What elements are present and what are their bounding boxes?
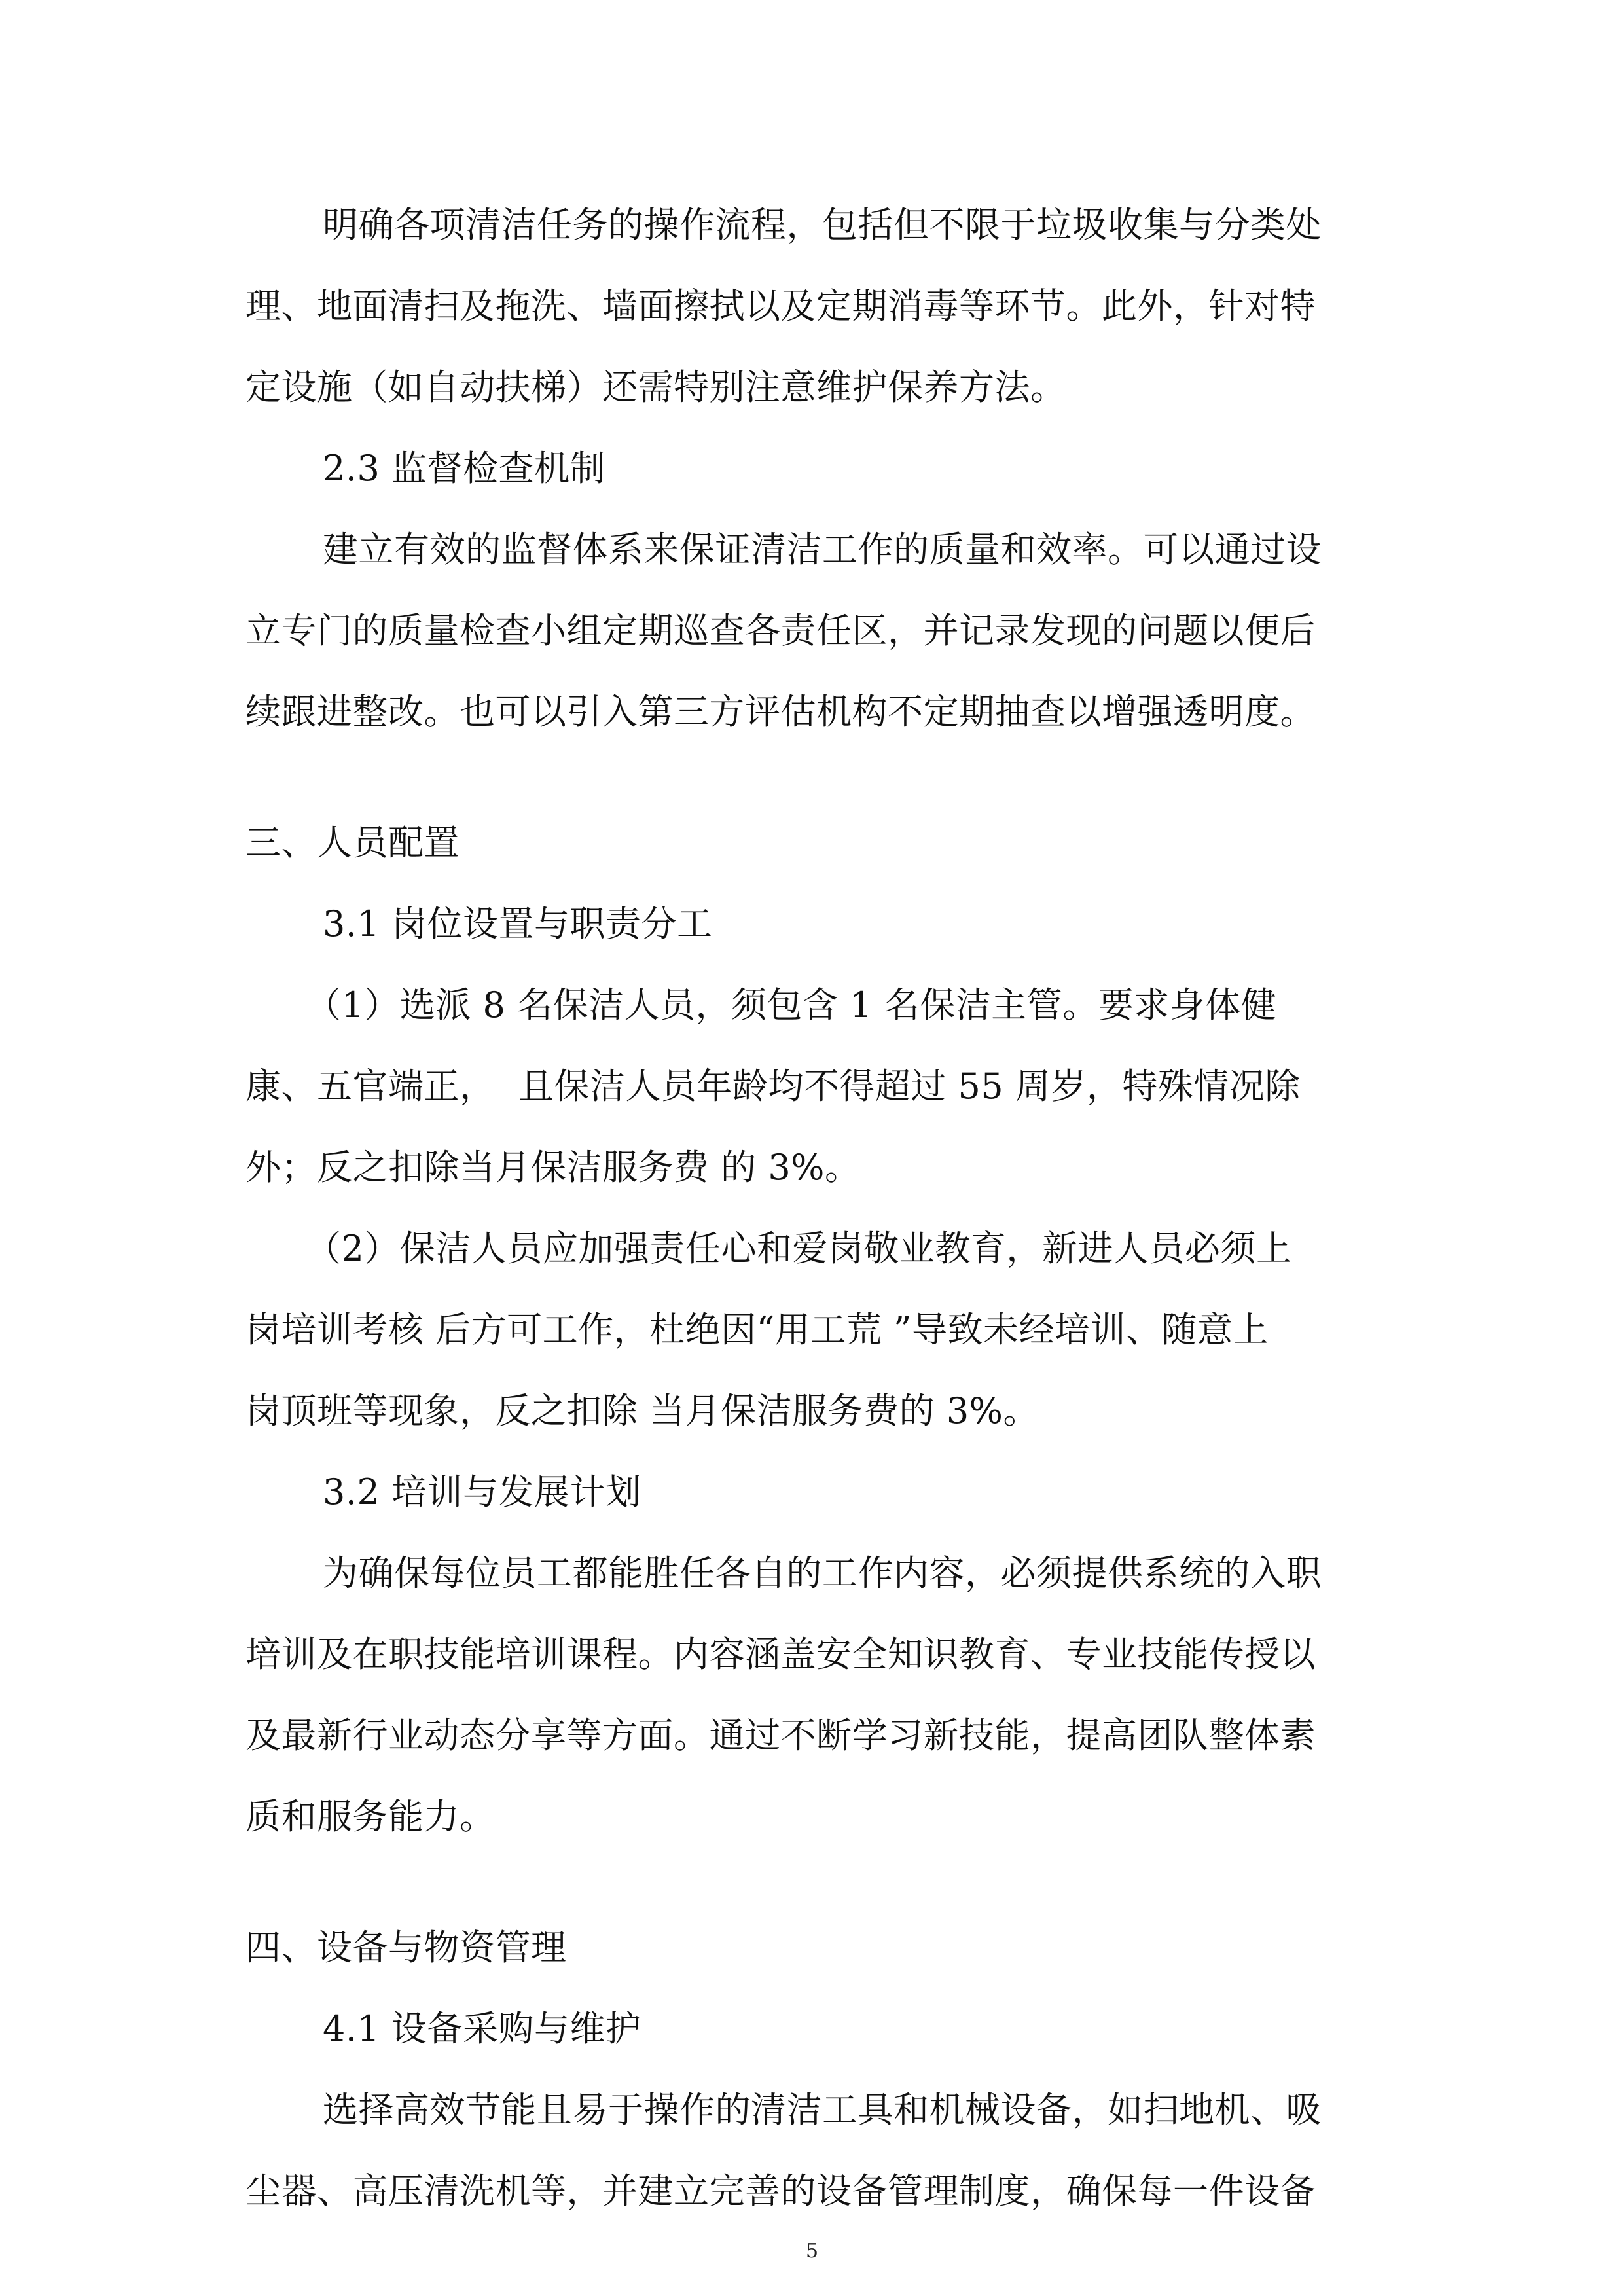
paragraph-line: 立专门的质量检查小组定期巡查各责任区，并记录发现的问题以便后 (245, 610, 1316, 651)
paragraph-line: 尘器、高压清洗机等，并建立完善的设备管理制度，确保每一件设备 (245, 2170, 1316, 2212)
section-heading-3: 三、人员配置 (245, 822, 460, 863)
subsection-heading-2-3: 2.3 监督检查机制 (323, 448, 606, 489)
paragraph-line: 定设施（如自动扶梯）还需特别注意维护保养方法。 (245, 367, 1066, 408)
paragraph-line: 建立有效的监督体系来保证清洁工作的质量和效率。可以通过设 (323, 529, 1322, 570)
paragraph-line: （2）保洁人员应加强责任心和爱岗敬业教育，新进人员必须上 (306, 1228, 1292, 1269)
paragraph-line: 选择高效节能且易于操作的清洁工具和机械设备，如扫地机、吸 (323, 2089, 1322, 2130)
paragraph-line: 培训及在职技能培训课程。内容涵盖安全知识教育、专业技能传授以 (245, 1634, 1316, 1675)
paragraph-line: 岗培训考核 后方可工作，杜绝因“用工荒 ”导致未经培训、随意上 (245, 1309, 1269, 1350)
paragraph-line: 明确各项清洁任务的操作流程，包括但不限于垃圾收集与分类处 (323, 204, 1322, 245)
paragraph-line: 及最新行业动态分享等方面。通过不断学习新技能，提高团队整体素 (245, 1715, 1316, 1756)
paragraph-line: 康、五官端正， 且保洁人员年龄均不得超过 55 周岁，特殊情况除 (245, 1066, 1301, 1107)
page-number: 5 (805, 2240, 819, 2263)
paragraph-line: 质和服务能力。 (245, 1796, 496, 1837)
paragraph-line: 外；反之扣除当月保洁服务费 的 3%。 (245, 1147, 861, 1188)
subsection-heading-4-1: 4.1 设备采购与维护 (323, 2008, 641, 2049)
section-heading-4: 四、设备与物资管理 (245, 1927, 567, 1968)
paragraph-line: 续跟进整改。也可以引入第三方评估机构不定期抽查以增强透明度。 (245, 691, 1316, 732)
paragraph-line: 理、地面清扫及拖洗、墙面擦拭以及定期消毒等环节。此外，针对特 (245, 285, 1316, 327)
paragraph-line: 为确保每位员工都能胜任各自的工作内容，必须提供系统的入职 (323, 1552, 1322, 1594)
paragraph-line: 岗顶班等现象，反之扣除 当月保洁服务费的 3%。 (245, 1390, 1039, 1431)
paragraph-line: （1）选派 8 名保洁人员，须包含 1 名保洁主管。要求身体健 (306, 984, 1277, 1026)
subsection-heading-3-2: 3.2 培训与发展计划 (323, 1471, 641, 1513)
subsection-heading-3-1: 3.1 岗位设置与职责分工 (323, 903, 713, 944)
